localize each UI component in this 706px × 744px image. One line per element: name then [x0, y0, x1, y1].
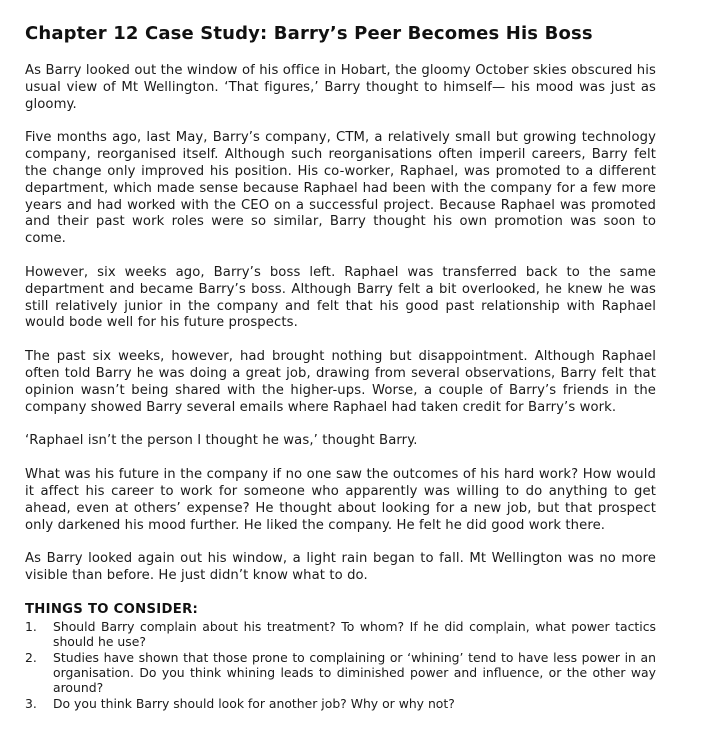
question-number: 3. — [25, 695, 37, 711]
question-text: Studies have shown that those prone to complaining or ‘whining’ tend to have less power in an organisation. Do you think whining leads to diminished power and influence, or the other way around? — [53, 649, 656, 695]
paragraph-7: As Barry looked again out his window, a light rain began to fall. Mt Wellington was no more visible than before. He just didn’t know what to do. — [25, 551, 656, 584]
paragraph-2: Five months ago, last May, Barry’s company, CTM, a relatively small but growing technology company, reorganised itself. Although such reorganisations often imperil careers, Barry felt the change only improved his position. His co-worker, Raphael, was promoted to a different department, which made sense because Raphael had been with the company for a few more years and had worked with the CEO on a successful project. Because Raphael was promoted and their past work roles were so similar, Barry thought his own promotion was soon to come. — [25, 130, 656, 247]
paragraph-6: What was his future in the company if no one saw the outcomes of his hard work? How would it affect his career to work for someone who apparently was willing to do anything to get ahead, even at others’ expense? He thought about looking for a new job, but that prospect only darkened his mood further. He liked the company. He felt he did good work there. — [25, 467, 656, 533]
paragraph-1: As Barry looked out the window of his office in Hobart, the gloomy October skies obscured his usual view of Mt Wellington. ‘That figures,’ Barry thought to himself— his mood was just as gloomy. — [25, 63, 656, 112]
paragraph-5: ‘Raphael isn’t the person I thought he was,’ thought Barry. — [25, 433, 418, 449]
consider-question-list — [25, 619, 656, 711]
list-item — [25, 650, 656, 695]
question-text: Should Barry complain about his treatment? To whom? If he did complain, what power tactics should he use? — [53, 618, 656, 649]
paragraph-3: However, six weeks ago, Barry’s boss left. Raphael was transferred back to the same department and became Barry’s boss. Although Barry felt a bit overlooked, he knew he was still relatively junior in the company and felt that his good past relationship with Raphael would bode well for his future prospects. — [25, 264, 656, 331]
question-number: 2. — [25, 649, 37, 665]
paragraph-4: The past six weeks, however, had brought nothing but disappointment. Although Raphael often told Barry he was doing a great job, drawing from several observations, Barry felt that opinion wasn’t being shared with the higher-ups. Worse, a couple of Barry’s friends in the company showed Barry several emails where Raphael had taken credit for Barry’s work. — [25, 349, 656, 415]
list-item — [25, 619, 656, 649]
list-item — [25, 696, 656, 711]
question-number: 1. — [25, 618, 37, 634]
things-to-consider-heading: THINGS TO CONSIDER: — [25, 601, 199, 617]
question-text: Do you think Barry should look for another job? Why or why not? — [53, 695, 455, 711]
case-study-title: Chapter 12 Case Study: Barry’s Peer Becomes His Boss — [25, 23, 593, 44]
